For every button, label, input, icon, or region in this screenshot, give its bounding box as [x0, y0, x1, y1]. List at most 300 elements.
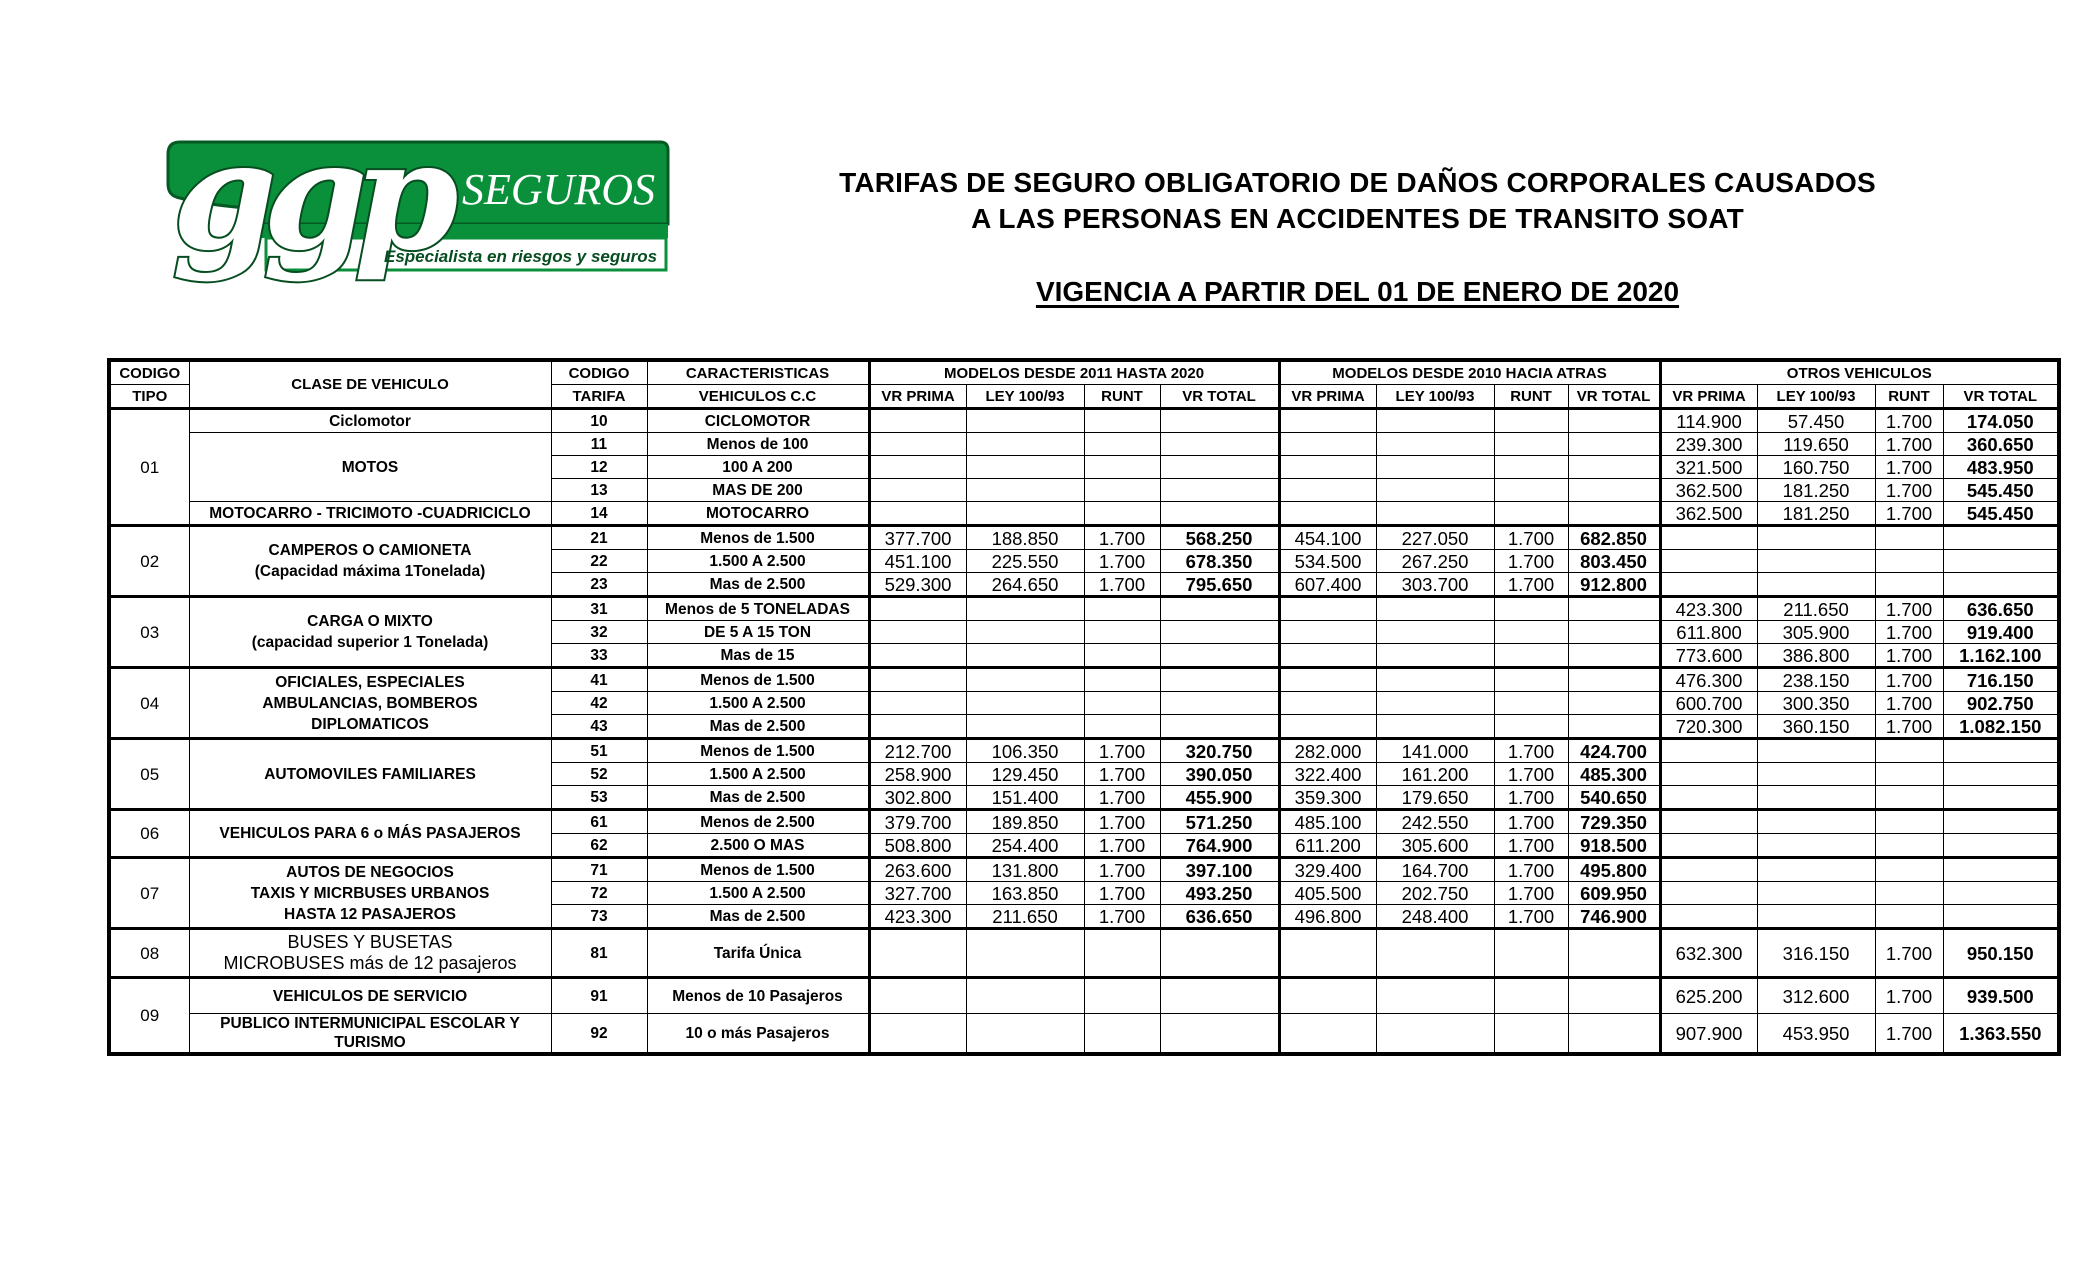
caracteristicas: 1.500 A 2.500: [647, 692, 869, 715]
codigo-tarifa: 41: [551, 668, 647, 692]
clase-vehiculo-line: CARGA O MIXTO: [307, 613, 433, 630]
modelos-2010-ley-100-93: [1376, 978, 1494, 1014]
caracteristicas: Menos de 1.500: [647, 739, 869, 763]
modelos-2011-vr-prima: [869, 456, 966, 479]
clase-vehiculo-line: OFICIALES, ESPECIALES: [275, 673, 465, 691]
modelos-2011-ley-100-93: [966, 479, 1084, 502]
modelos-2010-runt: [1494, 502, 1568, 526]
modelos-2011-vr-prima: [869, 597, 966, 621]
modelos-2011-ley-100-93: 106.350: [966, 739, 1084, 763]
modelos-2010-ley-100-93: [1376, 644, 1494, 668]
modelos-2011-ley-100-93: [966, 409, 1084, 433]
caracteristicas: Mas de 2.500: [647, 786, 869, 810]
modelos-2011-ley-100-93: 189.850: [966, 810, 1084, 834]
otros-vehiculos-vr-total: [1943, 739, 2059, 763]
otros-vehiculos-ley-100-93: 386.800: [1757, 644, 1875, 668]
modelos-2011-vr-total: [1160, 1014, 1279, 1055]
modelos-2011-vr-prima: 529.300: [869, 573, 966, 597]
modelos-2011-vr-prima: [869, 621, 966, 644]
otros-vehiculos-vr-prima: [1660, 739, 1757, 763]
modelos-2010-runt: [1494, 692, 1568, 715]
clase-vehiculo: [189, 597, 551, 668]
modelos-2010-ley-100-93: 179.650: [1376, 786, 1494, 810]
codigo-tarifa: 42: [551, 692, 647, 715]
modelos-2010-vr-total: 495.800: [1568, 858, 1660, 882]
modelos-2010-ley-100-93: [1376, 929, 1494, 978]
otros-vehiculos-vr-prima: 239.300: [1660, 433, 1757, 456]
codigo-tarifa: 31: [551, 597, 647, 621]
header-codigo-tipo-1: CODIGO: [109, 360, 189, 385]
modelos-2011-runt: 1.700: [1084, 810, 1160, 834]
modelos-2010-ley-100-93: [1376, 433, 1494, 456]
modelos-2011-runt: 1.700: [1084, 834, 1160, 858]
caracteristicas: Mas de 2.500: [647, 715, 869, 739]
otros-vehiculos-runt: 1.700: [1875, 644, 1943, 668]
modelos-2010-runt: 1.700: [1494, 763, 1568, 786]
modelos-2010-runt: [1494, 929, 1568, 978]
otros-vehiculos-vr-total: [1943, 550, 2059, 573]
header-group-2010: MODELOS DESDE 2010 HACIA ATRAS: [1279, 360, 1660, 385]
modelos-2010-ley-100-93: [1376, 621, 1494, 644]
header-group-otros: OTROS VEHICULOS: [1660, 360, 2059, 385]
modelos-2011-runt: 1.700: [1084, 858, 1160, 882]
header-runt: RUNT: [1084, 385, 1160, 409]
modelos-2011-ley-100-93: [966, 715, 1084, 739]
codigo-tipo: 02: [109, 526, 189, 597]
otros-vehiculos-vr-total: 950.150: [1943, 929, 2059, 978]
header-codigo-tarifa-1: CODIGO: [551, 360, 647, 385]
caracteristicas: Menos de 10 Pasajeros: [647, 978, 869, 1014]
header-vr-prima: VR PRIMA: [869, 385, 966, 409]
modelos-2010-runt: 1.700: [1494, 550, 1568, 573]
modelos-2010-vr-prima: 496.800: [1279, 905, 1376, 929]
modelos-2010-vr-prima: [1279, 929, 1376, 978]
modelos-2011-vr-prima: [869, 929, 966, 978]
otros-vehiculos-vr-total: 360.650: [1943, 433, 2059, 456]
otros-vehiculos-ley-100-93: 316.150: [1757, 929, 1875, 978]
modelos-2010-ley-100-93: 141.000: [1376, 739, 1494, 763]
modelos-2010-vr-total: 803.450: [1568, 550, 1660, 573]
modelos-2010-ley-100-93: 248.400: [1376, 905, 1494, 929]
otros-vehiculos-runt: [1875, 763, 1943, 786]
modelos-2010-runt: 1.700: [1494, 739, 1568, 763]
modelos-2010-vr-prima: 359.300: [1279, 786, 1376, 810]
otros-vehiculos-vr-total: [1943, 526, 2059, 550]
clase-vehiculo-line: DIPLOMATICOS: [311, 715, 429, 733]
header-codigo-tipo-2: TIPO: [109, 385, 189, 409]
modelos-2010-vr-prima: [1279, 597, 1376, 621]
modelos-2011-ley-100-93: [966, 978, 1084, 1014]
otros-vehiculos-ley-100-93: [1757, 905, 1875, 929]
modelos-2011-vr-prima: 451.100: [869, 550, 966, 573]
modelos-2010-ley-100-93: [1376, 597, 1494, 621]
caracteristicas: Mas de 2.500: [647, 905, 869, 929]
header-vr-total: VR TOTAL: [1943, 385, 2059, 409]
modelos-2010-vr-prima: 454.100: [1279, 526, 1376, 550]
header-vr-prima: VR PRIMA: [1279, 385, 1376, 409]
clase-vehiculo-line: AUTOS DE NEGOCIOS: [286, 863, 454, 881]
otros-vehiculos-vr-prima: 114.900: [1660, 409, 1757, 433]
modelos-2010-runt: 1.700: [1494, 526, 1568, 550]
otros-vehiculos-vr-total: [1943, 573, 2059, 597]
table-row: [109, 668, 2059, 692]
modelos-2011-vr-total: [1160, 433, 1279, 456]
codigo-tarifa: 52: [551, 763, 647, 786]
tarifas-table: [107, 358, 2061, 1056]
caracteristicas: 1.500 A 2.500: [647, 550, 869, 573]
modelos-2010-ley-100-93: 242.550: [1376, 810, 1494, 834]
codigo-tarifa: 73: [551, 905, 647, 929]
modelos-2010-vr-prima: [1279, 456, 1376, 479]
codigo-tipo: 01: [109, 409, 189, 526]
modelos-2010-vr-total: 424.700: [1568, 739, 1660, 763]
codigo-tarifa: 72: [551, 882, 647, 905]
otros-vehiculos-runt: 1.700: [1875, 692, 1943, 715]
modelos-2011-vr-prima: [869, 715, 966, 739]
modelos-2011-ley-100-93: 131.800: [966, 858, 1084, 882]
otros-vehiculos-vr-prima: [1660, 786, 1757, 810]
modelos-2010-vr-total: 729.350: [1568, 810, 1660, 834]
modelos-2010-vr-total: 746.900: [1568, 905, 1660, 929]
otros-vehiculos-vr-prima: 321.500: [1660, 456, 1757, 479]
modelos-2011-ley-100-93: 211.650: [966, 905, 1084, 929]
modelos-2011-runt: 1.700: [1084, 573, 1160, 597]
modelos-2010-ley-100-93: 161.200: [1376, 763, 1494, 786]
header-vr-total: VR TOTAL: [1568, 385, 1660, 409]
caracteristicas: Menos de 2.500: [647, 810, 869, 834]
modelos-2011-vr-prima: [869, 502, 966, 526]
codigo-tarifa: 23: [551, 573, 647, 597]
modelos-2011-vr-total: [1160, 668, 1279, 692]
modelos-2011-vr-total: [1160, 929, 1279, 978]
modelos-2010-runt: 1.700: [1494, 834, 1568, 858]
modelos-2011-ley-100-93: [966, 644, 1084, 668]
otros-vehiculos-vr-prima: [1660, 882, 1757, 905]
codigo-tarifa: 53: [551, 786, 647, 810]
modelos-2011-runt: [1084, 668, 1160, 692]
modelos-2011-vr-total: 764.900: [1160, 834, 1279, 858]
modelos-2011-vr-prima: 327.700: [869, 882, 966, 905]
otros-vehiculos-ley-100-93: [1757, 763, 1875, 786]
otros-vehiculos-ley-100-93: 305.900: [1757, 621, 1875, 644]
codigo-tipo: 04: [109, 668, 189, 739]
otros-vehiculos-vr-total: [1943, 882, 2059, 905]
codigo-tipo: 08: [109, 929, 189, 978]
codigo-tarifa: 32: [551, 621, 647, 644]
modelos-2011-runt: [1084, 479, 1160, 502]
otros-vehiculos-vr-prima: 423.300: [1660, 597, 1757, 621]
modelos-2011-ley-100-93: [966, 1014, 1084, 1055]
modelos-2010-vr-total: 918.500: [1568, 834, 1660, 858]
modelos-2011-vr-prima: 423.300: [869, 905, 966, 929]
modelos-2010-vr-total: [1568, 644, 1660, 668]
otros-vehiculos-ley-100-93: 181.250: [1757, 502, 1875, 526]
modelos-2010-vr-prima: [1279, 621, 1376, 644]
logo-brand: SEGUROS: [462, 165, 656, 214]
modelos-2011-vr-prima: [869, 692, 966, 715]
modelos-2010-vr-prima: 282.000: [1279, 739, 1376, 763]
modelos-2010-runt: [1494, 479, 1568, 502]
otros-vehiculos-vr-total: 545.450: [1943, 502, 2059, 526]
clase-vehiculo: [189, 858, 551, 929]
table-row: [109, 810, 2059, 834]
otros-vehiculos-runt: [1875, 905, 1943, 929]
modelos-2010-ley-100-93: [1376, 692, 1494, 715]
otros-vehiculos-ley-100-93: 181.250: [1757, 479, 1875, 502]
otros-vehiculos-ley-100-93: [1757, 739, 1875, 763]
modelos-2010-vr-prima: [1279, 668, 1376, 692]
codigo-tarifa: 51: [551, 739, 647, 763]
modelos-2011-runt: [1084, 715, 1160, 739]
header-vr-prima: VR PRIMA: [1660, 385, 1757, 409]
table-row: [109, 433, 2059, 456]
clase-vehiculo: [189, 668, 551, 739]
codigo-tipo: 03: [109, 597, 189, 668]
modelos-2010-ley-100-93: [1376, 479, 1494, 502]
modelos-2010-ley-100-93: 164.700: [1376, 858, 1494, 882]
otros-vehiculos-vr-total: 636.650: [1943, 597, 2059, 621]
otros-vehiculos-vr-prima: [1660, 858, 1757, 882]
modelos-2010-vr-prima: [1279, 1014, 1376, 1055]
modelos-2011-ley-100-93: 188.850: [966, 526, 1084, 550]
header-ley: LEY 100/93: [1376, 385, 1494, 409]
clase-vehiculo: VEHICULOS DE SERVICIO: [189, 978, 551, 1014]
modelos-2011-vr-total: 571.250: [1160, 810, 1279, 834]
otros-vehiculos-vr-total: [1943, 810, 2059, 834]
clase-vehiculo: PUBLICO INTERMUNICIPAL ESCOLAR Y TURISMO: [189, 1014, 551, 1055]
codigo-tarifa: 62: [551, 834, 647, 858]
modelos-2011-vr-total: [1160, 479, 1279, 502]
modelos-2010-vr-prima: [1279, 978, 1376, 1014]
caracteristicas: 1.500 A 2.500: [647, 763, 869, 786]
modelos-2011-vr-total: 320.750: [1160, 739, 1279, 763]
modelos-2011-ley-100-93: [966, 433, 1084, 456]
otros-vehiculos-runt: [1875, 526, 1943, 550]
clase-vehiculo: Ciclomotor: [189, 409, 551, 433]
modelos-2010-vr-prima: 611.200: [1279, 834, 1376, 858]
modelos-2010-runt: [1494, 597, 1568, 621]
modelos-2011-vr-prima: 258.900: [869, 763, 966, 786]
modelos-2011-vr-prima: [869, 409, 966, 433]
codigo-tipo: 05: [109, 739, 189, 810]
caracteristicas: Tarifa Única: [647, 929, 869, 978]
modelos-2010-vr-total: 609.950: [1568, 882, 1660, 905]
modelos-2010-vr-prima: [1279, 409, 1376, 433]
header-runt: RUNT: [1494, 385, 1568, 409]
otros-vehiculos-runt: 1.700: [1875, 929, 1943, 978]
modelos-2010-runt: 1.700: [1494, 573, 1568, 597]
otros-vehiculos-vr-total: 1.082.150: [1943, 715, 2059, 739]
modelos-2010-runt: [1494, 433, 1568, 456]
otros-vehiculos-vr-prima: 773.600: [1660, 644, 1757, 668]
modelos-2011-runt: [1084, 978, 1160, 1014]
clase-vehiculo-line: HASTA 12 PASAJEROS: [284, 905, 456, 923]
clase-vehiculo-line: AMBULANCIAS, BOMBEROS: [262, 694, 478, 712]
modelos-2011-ley-100-93: 129.450: [966, 763, 1084, 786]
codigo-tarifa: 43: [551, 715, 647, 739]
otros-vehiculos-ley-100-93: 119.650: [1757, 433, 1875, 456]
clase-vehiculo: [189, 929, 551, 978]
otros-vehiculos-ley-100-93: [1757, 550, 1875, 573]
modelos-2010-vr-total: 912.800: [1568, 573, 1660, 597]
modelos-2011-runt: 1.700: [1084, 786, 1160, 810]
otros-vehiculos-vr-prima: [1660, 526, 1757, 550]
otros-vehiculos-vr-total: [1943, 834, 2059, 858]
caracteristicas: Menos de 5 TONELADAS: [647, 597, 869, 621]
modelos-2010-vr-total: [1568, 978, 1660, 1014]
modelos-2010-vr-prima: [1279, 692, 1376, 715]
otros-vehiculos-runt: 1.700: [1875, 597, 1943, 621]
otros-vehiculos-ley-100-93: [1757, 858, 1875, 882]
modelos-2011-ley-100-93: 264.650: [966, 573, 1084, 597]
modelos-2011-ley-100-93: [966, 597, 1084, 621]
table-row: [109, 739, 2059, 763]
otros-vehiculos-ley-100-93: 312.600: [1757, 978, 1875, 1014]
modelos-2010-ley-100-93: [1376, 1014, 1494, 1055]
modelos-2010-ley-100-93: 305.600: [1376, 834, 1494, 858]
modelos-2010-ley-100-93: 267.250: [1376, 550, 1494, 573]
modelos-2011-vr-total: [1160, 692, 1279, 715]
otros-vehiculos-vr-total: [1943, 858, 2059, 882]
table-row: [109, 1014, 2059, 1055]
modelos-2010-vr-prima: 607.400: [1279, 573, 1376, 597]
table-row: [109, 858, 2059, 882]
clase-vehiculo-line: CAMPEROS O CAMIONETA: [268, 542, 472, 559]
codigo-tarifa: 13: [551, 479, 647, 502]
modelos-2010-runt: 1.700: [1494, 810, 1568, 834]
modelos-2010-vr-total: [1568, 621, 1660, 644]
otros-vehiculos-vr-prima: [1660, 905, 1757, 929]
modelos-2010-vr-total: 540.650: [1568, 786, 1660, 810]
header-runt: RUNT: [1875, 385, 1943, 409]
modelos-2011-vr-total: [1160, 978, 1279, 1014]
clase-vehiculo: MOTOS: [189, 433, 551, 502]
otros-vehiculos-ley-100-93: 238.150: [1757, 668, 1875, 692]
modelos-2010-ley-100-93: 227.050: [1376, 526, 1494, 550]
modelos-2010-runt: [1494, 644, 1568, 668]
otros-vehiculos-vr-prima: [1660, 834, 1757, 858]
tarifas-body: [109, 409, 2059, 1055]
modelos-2010-runt: 1.700: [1494, 858, 1568, 882]
modelos-2010-vr-total: [1568, 692, 1660, 715]
otros-vehiculos-vr-total: 483.950: [1943, 456, 2059, 479]
modelos-2011-runt: [1084, 621, 1160, 644]
otros-vehiculos-vr-prima: [1660, 810, 1757, 834]
otros-vehiculos-vr-prima: 362.500: [1660, 502, 1757, 526]
modelos-2011-vr-prima: [869, 1014, 966, 1055]
modelos-2010-runt: [1494, 715, 1568, 739]
modelos-2011-ley-100-93: 163.850: [966, 882, 1084, 905]
clase-vehiculo-line: TAXIS Y MICRBUSES URBANOS: [250, 884, 490, 902]
table-row: [109, 597, 2059, 621]
codigo-tipo: 09: [109, 978, 189, 1055]
logo-wordmark: ggp: [172, 138, 445, 284]
otros-vehiculos-runt: 1.700: [1875, 1014, 1943, 1055]
otros-vehiculos-vr-total: 939.500: [1943, 978, 2059, 1014]
modelos-2010-vr-total: [1568, 668, 1660, 692]
modelos-2011-runt: [1084, 597, 1160, 621]
header-clase: CLASE DE VEHICULO: [189, 360, 551, 409]
clase-vehiculo-line: (capacidad superior 1 Tonelada): [251, 634, 489, 651]
clase-vehiculo: AUTOMOVILES FAMILIARES: [189, 739, 551, 810]
codigo-tarifa: 21: [551, 526, 647, 550]
modelos-2010-vr-total: [1568, 597, 1660, 621]
codigo-tarifa: 11: [551, 433, 647, 456]
clase-vehiculo: MOTOCARRO - TRICIMOTO -CUADRICICLO: [189, 502, 551, 526]
caracteristicas: Mas de 15: [647, 644, 869, 668]
otros-vehiculos-runt: 1.700: [1875, 668, 1943, 692]
modelos-2011-runt: 1.700: [1084, 526, 1160, 550]
modelos-2010-vr-total: [1568, 502, 1660, 526]
modelos-2010-ley-100-93: [1376, 502, 1494, 526]
header-ley: LEY 100/93: [966, 385, 1084, 409]
modelos-2011-vr-total: [1160, 409, 1279, 433]
otros-vehiculos-ley-100-93: [1757, 573, 1875, 597]
modelos-2011-runt: [1084, 1014, 1160, 1055]
modelos-2010-ley-100-93: 202.750: [1376, 882, 1494, 905]
otros-vehiculos-vr-total: 716.150: [1943, 668, 2059, 692]
modelos-2011-vr-prima: 302.800: [869, 786, 966, 810]
modelos-2011-runt: [1084, 692, 1160, 715]
otros-vehiculos-runt: 1.700: [1875, 456, 1943, 479]
otros-vehiculos-ley-100-93: 453.950: [1757, 1014, 1875, 1055]
otros-vehiculos-runt: [1875, 739, 1943, 763]
modelos-2011-vr-total: [1160, 715, 1279, 739]
modelos-2010-vr-prima: 322.400: [1279, 763, 1376, 786]
modelos-2011-ley-100-93: 225.550: [966, 550, 1084, 573]
otros-vehiculos-vr-total: 1.363.550: [1943, 1014, 2059, 1055]
otros-vehiculos-vr-total: 919.400: [1943, 621, 2059, 644]
header-caracteristicas-1: CARACTERISTICAS: [647, 360, 869, 385]
otros-vehiculos-runt: [1875, 550, 1943, 573]
caracteristicas: Mas de 2.500: [647, 573, 869, 597]
codigo-tarifa: 22: [551, 550, 647, 573]
modelos-2011-vr-prima: 377.700: [869, 526, 966, 550]
otros-vehiculos-runt: [1875, 810, 1943, 834]
modelos-2010-vr-prima: 485.100: [1279, 810, 1376, 834]
modelos-2011-vr-total: 636.650: [1160, 905, 1279, 929]
title-line-1: TARIFAS DE SEGURO OBLIGATORIO DE DAÑOS CORPORALES CAUSADOS: [839, 167, 1876, 198]
otros-vehiculos-ley-100-93: 160.750: [1757, 456, 1875, 479]
modelos-2011-vr-total: [1160, 597, 1279, 621]
modelos-2010-vr-total: [1568, 409, 1660, 433]
clase-vehiculo-line: MICROBUSES más de 12 pasajeros: [223, 953, 517, 973]
modelos-2011-vr-total: 390.050: [1160, 763, 1279, 786]
modelos-2011-ley-100-93: [966, 621, 1084, 644]
table-row: [109, 978, 2059, 1014]
modelos-2010-runt: [1494, 1014, 1568, 1055]
codigo-tarifa: 33: [551, 644, 647, 668]
table-row: [109, 929, 2059, 978]
modelos-2010-ley-100-93: 303.700: [1376, 573, 1494, 597]
modelos-2011-ley-100-93: [966, 668, 1084, 692]
modelos-2010-vr-total: [1568, 929, 1660, 978]
modelos-2011-vr-total: 493.250: [1160, 882, 1279, 905]
modelos-2011-ley-100-93: [966, 502, 1084, 526]
otros-vehiculos-runt: [1875, 834, 1943, 858]
modelos-2010-vr-total: [1568, 433, 1660, 456]
otros-vehiculos-vr-total: [1943, 763, 2059, 786]
caracteristicas: CICLOMOTOR: [647, 409, 869, 433]
modelos-2011-runt: 1.700: [1084, 882, 1160, 905]
modelos-2010-runt: [1494, 668, 1568, 692]
caracteristicas: Menos de 1.500: [647, 668, 869, 692]
modelos-2010-vr-total: [1568, 1014, 1660, 1055]
modelos-2010-runt: 1.700: [1494, 882, 1568, 905]
codigo-tarifa: 81: [551, 929, 647, 978]
otros-vehiculos-runt: [1875, 573, 1943, 597]
modelos-2011-vr-prima: [869, 978, 966, 1014]
